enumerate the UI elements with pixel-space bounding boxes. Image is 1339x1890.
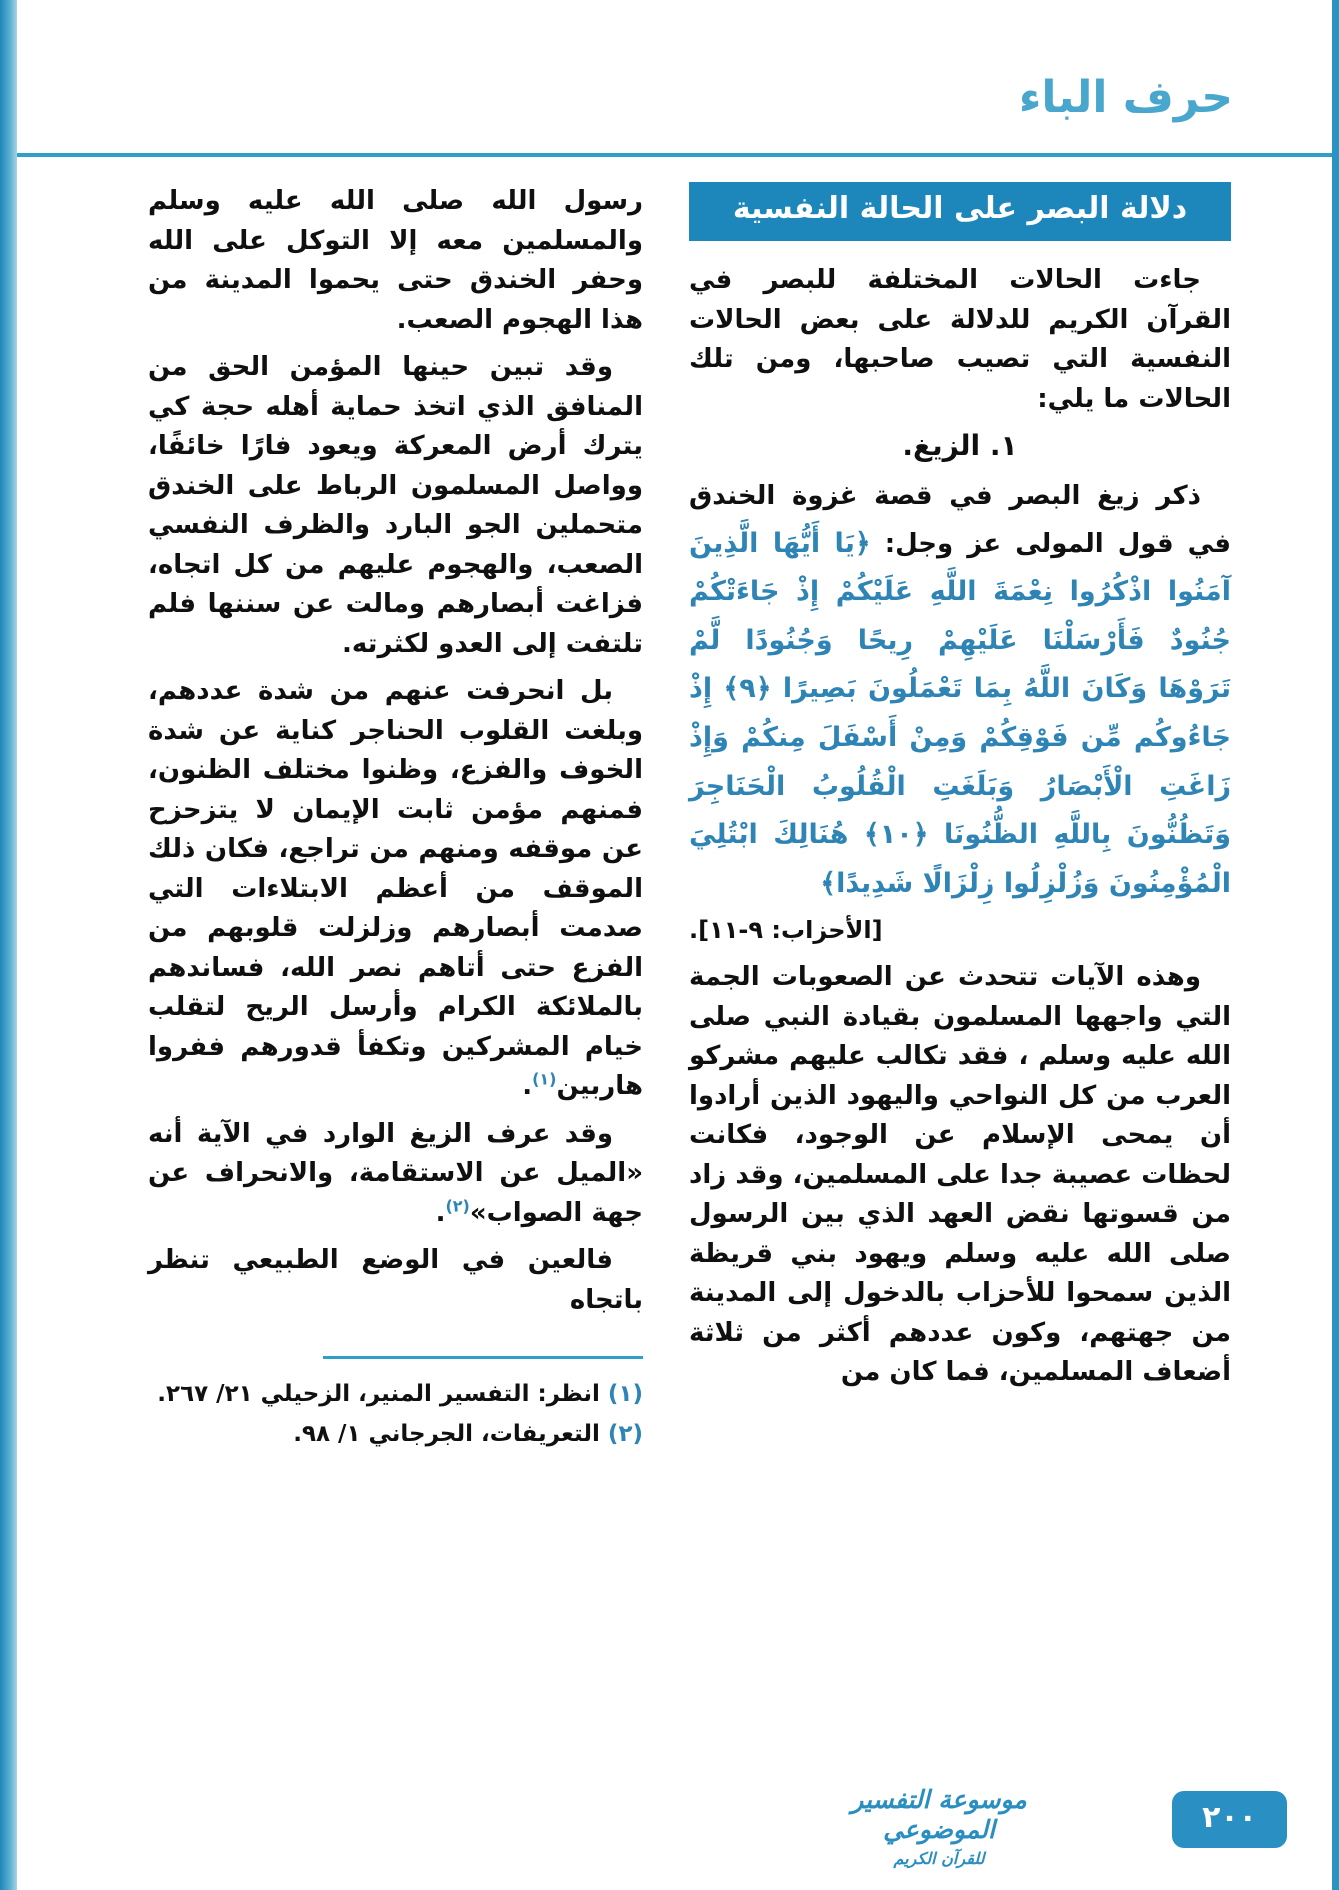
footnote-1 [148, 1375, 643, 1414]
verse-paragraph [689, 474, 1231, 908]
right-edge-strip [1332, 0, 1339, 1890]
paragraph-tail: . [435, 1197, 446, 1228]
header-rule [17, 153, 1332, 157]
footnote-marker-2: (٢) [445, 1196, 470, 1216]
intro-paragraph: جاءت الحالات المختلفة للبصر في القرآن الكريم للدلالة على بعض الحالات النفسية التي تصيب صاحبها، ومن تلك الحالات ما يلي: [689, 265, 1231, 414]
discussion-paragraph: وهذه الآيات تتحدث عن الصعوبات الجمة التي واجهها المسلمون بقيادة النبي صلى الله عليه وسلم ، فقد تكالب عليهم مشركو العرب من كل النواحي واليهود الذين أرادوا أن يمحى الإسلام عن الوجود، فكانت لحظات عصيبة جدا على المسلمين، وقد زاد من قسوتها نقض العهد الذي بين الرسول صلى الله عليه وسلم ويهود بني قريظة الذين سمحوا للأحزاب بالدخول إلى المدينة من جهتهم، وكون عددهم أكثر من ثلاثة أضعاف المسلمين، فما كان من [689, 962, 1231, 1388]
footnote-marker-1: (١) [532, 1069, 557, 1089]
right-column [689, 182, 1231, 1454]
left-column [148, 182, 643, 1454]
chapter-title: حرف الباء [1018, 72, 1233, 123]
footnote-2-text: التعريفات، الجرجاني ١/ ٩٨. [293, 1420, 600, 1447]
paragraph-text: بل انحرفت عنهم من شدة عددهم، وبلغت القلوب الحناجر كناية عن شدة الخوف والفزع، وظنوا مختلف الظنون، فمنهم مؤمن ثابت الإيمان لا يتزحزح عن موقفه ومنهم من تراجع، فكان ذلك الموقف من أعظم الابتلاءات التي صدمت أبصارهم وزلزلت قلوبهم من الفزع حتى أتاهم نصر الله، فساندهم بالملائكة الكرام وأرسل الريح لتقلب خيام المشركين وتكفأ قدورهم ففروا هاربين [148, 676, 643, 1102]
verse-lead-in: ذكر زيغ البصر في قصة غزوة الخندق في قول المولى عز وجل: [689, 481, 1231, 559]
paragraph-with-footnote [148, 672, 643, 1107]
paragraph-text: وقد عرف الزيغ الوارد في الآية أنه «الميل عن الاستقامة، والانحراف عن جهة الصواب» [148, 1118, 643, 1228]
quran-verse: ﴿يَا أَيُّهَا الَّذِينَ آمَنُوا اذْكُرُوا نِعْمَةَ اللَّهِ عَلَيْكُمْ إِذْ جَاءَتْكُمْ جُنُودٌ فَأَرْسَلْنَا عَلَيْهِمْ رِيحًا وَجُنُودًا لَّمْ تَرَوْهَا وَكَانَ اللَّهُ بِمَا تَعْمَلُونَ بَصِيرًا ﴿٩﴾ إِذْ جَاءُوكُم مِّن فَوْقِكُمْ وَمِنْ أَسْفَلَ مِنكُمْ وَإِذْ زَاغَتِ الْأَبْصَارُ وَبَلَغَتِ الْقُلُوبُ الْحَنَاجِرَ وَتَظُنُّونَ بِاللَّهِ الظُّنُونَا ﴿١٠﴾ هُنَالِكَ ابْتُلِيَ الْمُؤْمِنُونَ وَزُلْزِلُوا زِلْزَالًا شَدِيدًا﴾ [689, 527, 1231, 899]
verse-reference: [الأحزاب: ٩-١١]. [689, 916, 883, 945]
footnote-1-marker: (١) [607, 1381, 643, 1408]
list-item-heading: ١. الزيغ. [902, 429, 1018, 463]
emblem-subtitle: للقرآن الكريم [893, 1849, 985, 1868]
footnote-2-marker: (٢) [607, 1420, 643, 1447]
paragraph: فالعين في الوضع الطبيعي تنظر باتجاه [148, 1245, 643, 1315]
paragraph: وقد تبين حينها المؤمن الحق من المنافق الذي اتخذ حماية أهله حجة كي يترك أرض المعركة ويعود فارًا خائفًا، وواصل المسلمون الرباط على الخندق متحملين الجو البارد والظرف النفسي الصعب، والهجوم عليهم من كل اتجاه، فزاغت أبصارهم ومالت عن سننها فلم تلتفت إلى العدو لكثرته. [148, 352, 643, 659]
continuation-paragraph: رسول الله صلى الله عليه وسلم والمسلمين معه إلا التوكل على الله وحفر الخندق حتى يحموا المدينة من هذا الهجوم الصعب. [148, 186, 643, 335]
paragraph-with-footnote [148, 1115, 643, 1234]
footnote-2 [148, 1415, 643, 1454]
left-edge-strip [0, 0, 17, 1890]
publisher-emblem [814, 1785, 1064, 1868]
footnote-separator [323, 1356, 643, 1359]
paragraph-tail: . [522, 1071, 533, 1102]
emblem-title: موسوعة التفسير الموضوعي [851, 1785, 1027, 1844]
section-heading: دلالة البصر على الحالة النفسية [689, 182, 1231, 241]
page-number-badge: ٢٠٠ [1172, 1791, 1287, 1848]
content-columns [148, 182, 1231, 1454]
footnote-1-text: انظر: التفسير المنير، الزحيلي ٢١/ ٢٦٧. [157, 1381, 600, 1408]
footnotes-section [148, 1356, 643, 1453]
